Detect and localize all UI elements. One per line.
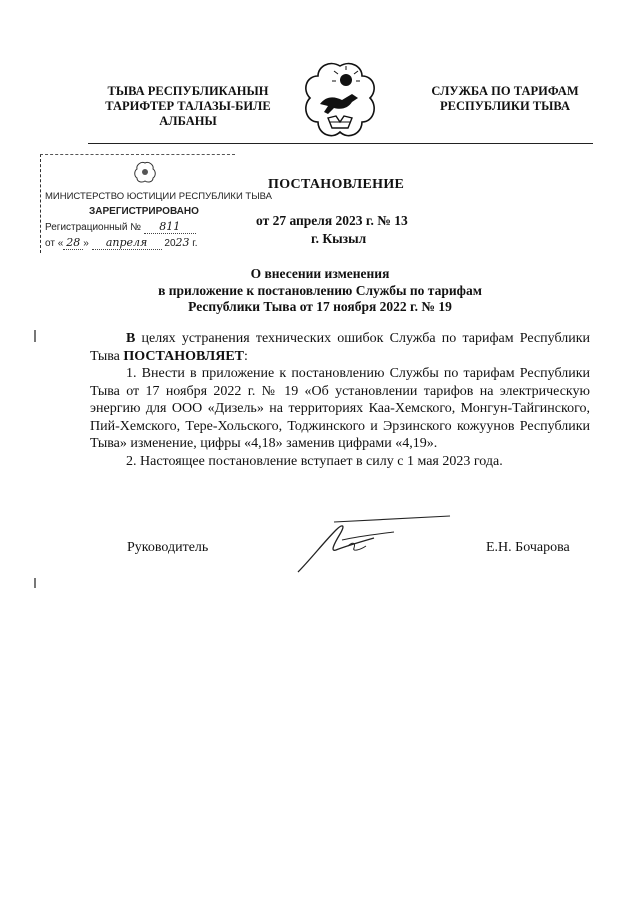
stamp-date-row [45,236,198,250]
intro-colon: : [244,348,248,364]
stamp-emblem-icon [134,161,156,183]
intro-paragraph [90,330,590,365]
issuer-name-russian [410,84,600,114]
subject-line-2: в приложение к постановлению Службы по тарифам [158,282,482,298]
stamp-reg-number: 811 [144,220,196,234]
subject-line-1: О внесении изменения [250,266,390,281]
issuer-tuvan-line-2: ТАРИФТЕР ТАЛАЗЫ-БИЛЕ [105,99,271,113]
scan-mark-lower [34,578,36,588]
document-type: ПОСТАНОВЛЕНИЕ [268,177,405,192]
document-place: г. Кызыл [311,231,367,246]
item-1-paragraph: 1. Внести в приложение к постановлению Службы по тарифам Республики Тыва от 17 ноября 2022 г. № 19 «Об установлении тарифов на электрическую энергию для ООО «Дизель» на территориях Каа-Хемского, Монгун-Тайгинского, Пий-Хемского, Тере-Хольского, Тоджинского и Эрзинского кожуунов Республики Тыва» изменение, цифры «4,18» заменив цифрами «4,19». [90,366,590,451]
signatory-name: Е.Н. Бочарова [486,540,570,555]
stamp-year-suffix: 23 [175,236,190,249]
issuer-tuvan-line-1: ТЫВА РЕСПУБЛИКАНЫН [107,84,269,98]
stamp-reg-label: Регистрационный № [45,222,141,233]
stamp-registered: ЗАРЕГИСТРИРОВАНО [89,206,199,217]
issuer-russian-line-2: РЕСПУБЛИКИ ТЫВА [440,99,570,113]
tuva-emblem-icon [302,60,378,144]
signatory-role: Руководитель [127,540,209,555]
handwritten-signature [290,512,460,578]
stamp-ministry: МИНИСТЕРСТВО ЮСТИЦИИ РЕСПУБЛИКИ ТЫВА [45,191,272,202]
document-subject [110,266,530,316]
document-date-number: от 27 апреля 2023 г. № 13 [256,213,408,228]
document-body [90,330,590,470]
issuer-name-tuvan [78,84,298,129]
resolves-keyword: ПОСТАНОВЛЯЕТ [123,348,245,364]
issuer-tuvan-line-3: АЛБАНЫ [159,114,217,128]
stamp-year-end: г. [192,238,198,249]
stamp-from-prefix: от « [45,238,64,249]
stamp-month: апреля [92,236,162,250]
issuer-russian-line-1: СЛУЖБА ПО ТАРИФАМ [431,84,579,98]
registration-stamp [40,154,272,253]
header-divider [88,143,593,144]
item-2-paragraph: 2. Настоящее постановление вступает в силу с 1 мая 2023 года. [126,453,503,469]
intro-text: целях устранения технических ошибок Служба по тарифам Республики Тыва [90,331,590,364]
intro-bold-start: В [126,331,136,346]
stamp-from-mid: » [83,238,89,249]
stamp-day: 28 [63,236,83,250]
scan-mark-upper [34,330,36,342]
stamp-year: 20 [164,238,176,249]
subject-line-3: Республики Тыва от 17 ноября 2022 г. № 19 [188,299,452,314]
stamp-reg-number-row [45,220,196,234]
